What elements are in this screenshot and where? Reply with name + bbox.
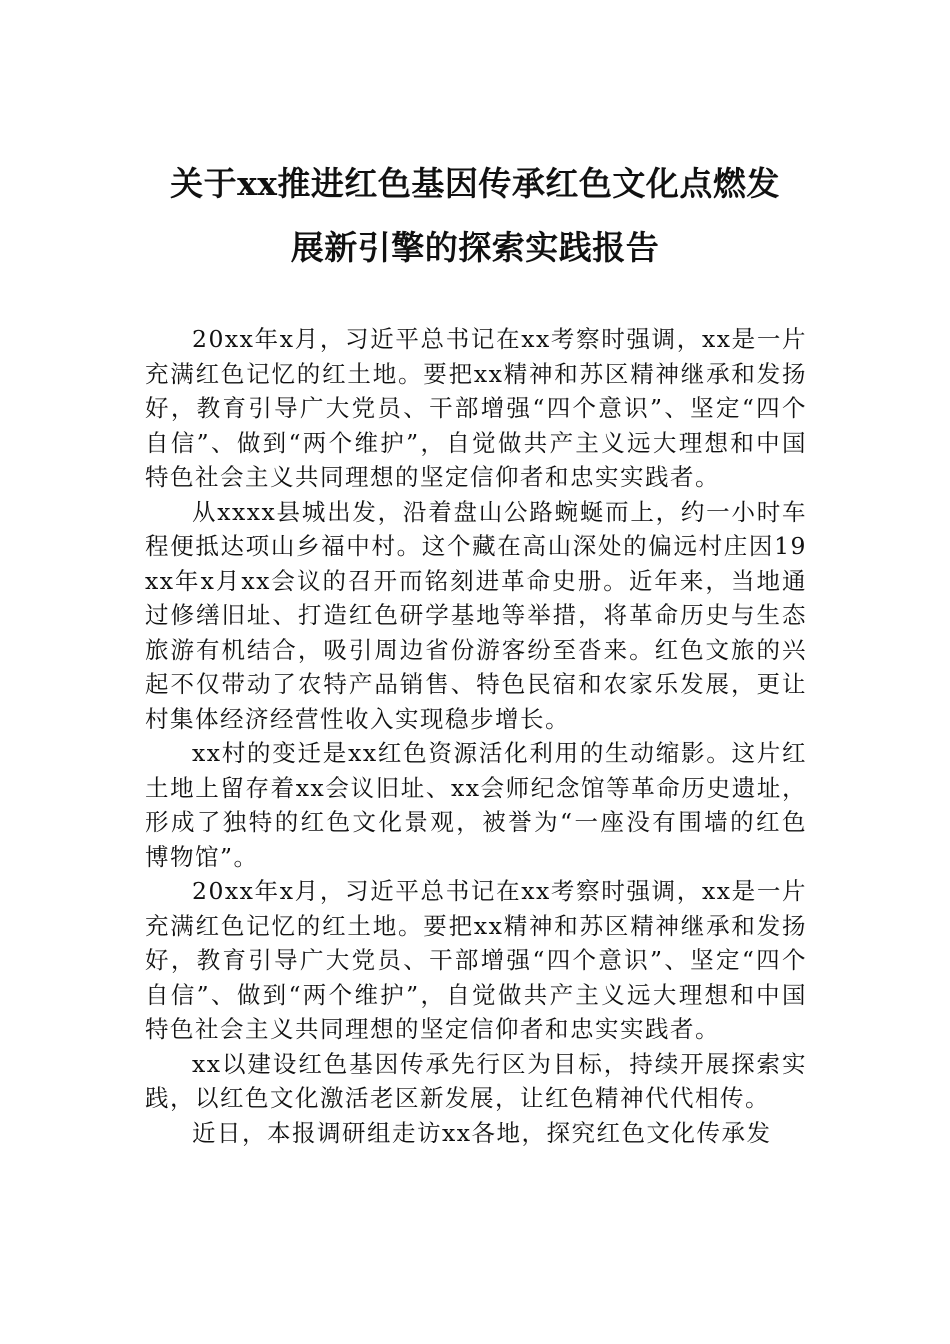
paragraph-3: xx村的变迁是xx红色资源活化利用的生动缩影。这片红土地上留存着xx会议旧址、xx会师纪念馆等革命历史遗址，形成了独特的红色文化景观，被誉为“一座没有围墙的红色博物馆”。 bbox=[145, 739, 807, 871]
document-body bbox=[145, 322, 807, 1150]
paragraph-1: 20xx年x月，习近平总书记在xx考察时强调，xx是一片充满红色记忆的红土地。要把xx精神和苏区精神继承和发扬好，教育引导广大党员、干部增强“四个意识”、坚定“四个自信”、做到“两个维护”，自觉做共产主义远大理想和中国特色社会主义共同理想的坚定信仰者和忠实实践者。 bbox=[145, 325, 807, 491]
paragraph-5: xx以建设红色基因传承先行区为目标，持续开展探索实践，以红色文化激活老区新发展，让红色精神代代相传。 bbox=[145, 1049, 807, 1112]
paragraph-4: 20xx年x月，习近平总书记在xx考察时强调，xx是一片充满红色记忆的红土地。要把xx精神和苏区精神继承和发扬好，教育引导广大党员、干部增强“四个意识”、坚定“四个自信”、做到“两个维护”，自觉做共产主义远大理想和中国特色社会主义共同理想的坚定信仰者和忠实实践者。 bbox=[145, 877, 807, 1043]
title-line-1: 关于xx推进红色基因传承红色文化点燃发 bbox=[170, 164, 780, 203]
document-title bbox=[140, 152, 810, 280]
title-line-2: 展新引擎的探索实践报告 bbox=[290, 228, 660, 267]
paragraph-6: 近日，本报调研组走访xx各地，探究红色文化传承发 bbox=[192, 1118, 772, 1147]
paragraph-2: 从xxxx县城出发，沿着盘山公路蜿蜒而上，约一小时车程便抵达项山乡福中村。这个藏在高山深处的偏远村庄因19xx年x月xx会议的召开而铭刻进革命史册。近年来，当地通过修缮旧址、打造红色研学基地等举措，将革命历史与生态旅游有机结合，吸引周边省份游客纷至沓来。红色文旅的兴起不仅带动了农特产品销售、特色民宿和农家乐发展，更让村集体经济经营性收入实现稳步增长。 bbox=[145, 497, 807, 733]
